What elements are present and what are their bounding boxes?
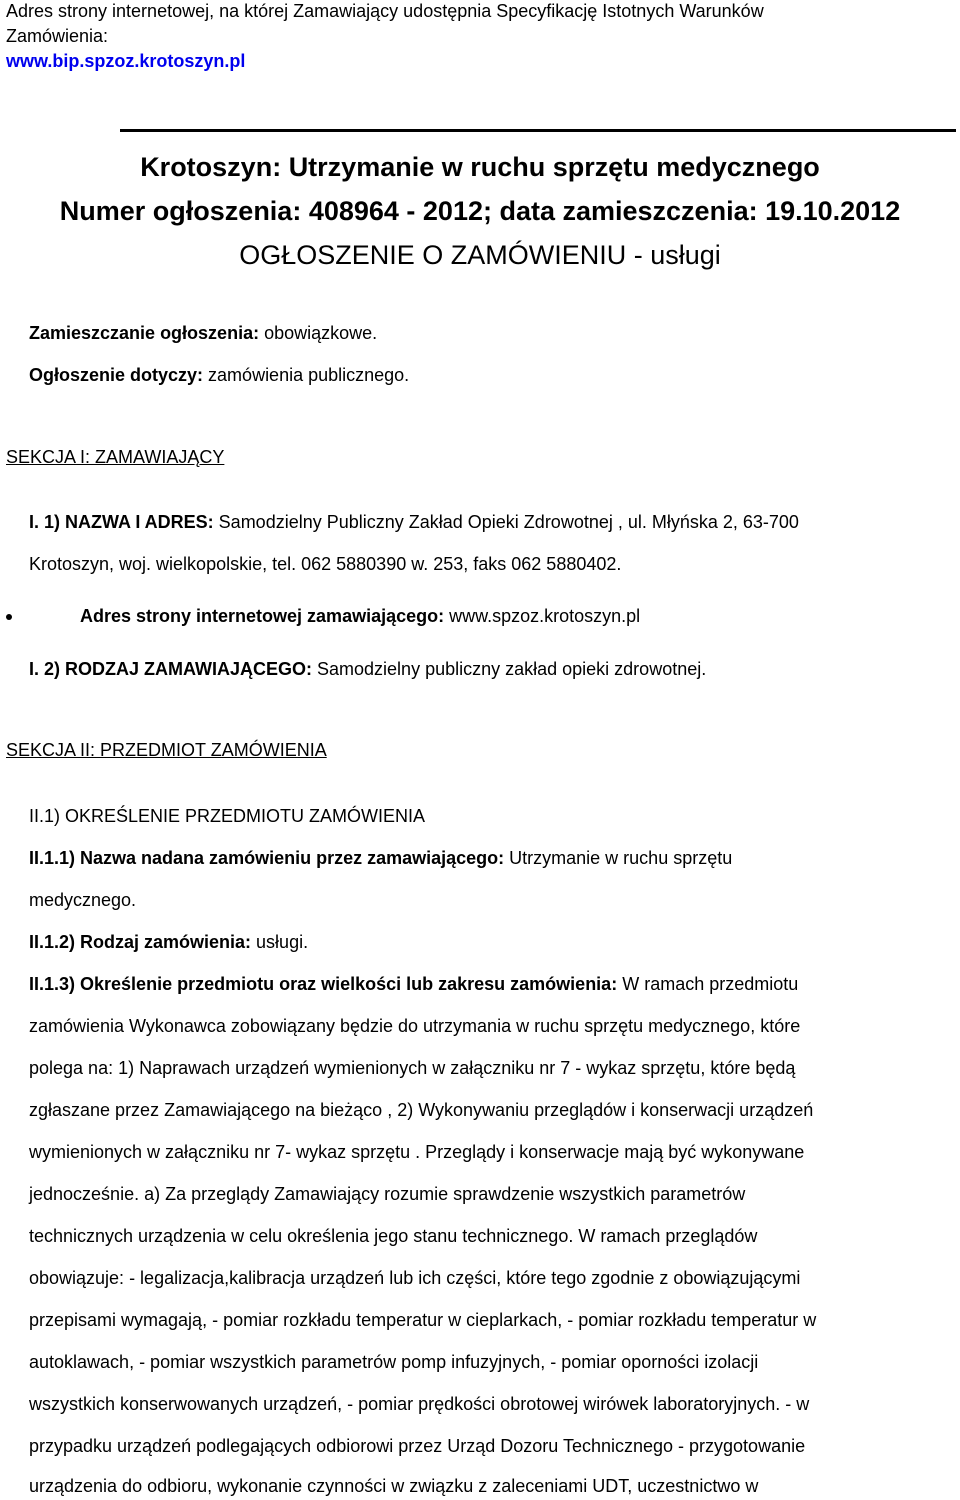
header-rule [120, 129, 956, 132]
scope-text-line: urządzenia do odbioru, wykonanie czynności w związku z zaleceniami UDT, uczestnictwo w [29, 1476, 759, 1496]
scope-text-line: wszystkich konserwowanych urządzeń, - pomiar prędkości obrotowej wirówek laboratoryjnych. - w [29, 1394, 810, 1414]
placement-value: obowiązkowe. [259, 323, 378, 343]
name-address-value: Samodzielny Publiczny Zakład Opieki Zdrowotnej , ul. Młyńska 2, 63-700 [213, 512, 799, 532]
concerns-value: zamówienia publicznego. [203, 365, 410, 385]
order-scope-line [29, 974, 798, 995]
website-line [80, 606, 640, 627]
scope-text-line: zamówienia Wykonawca zobowiązany będzie do utrzymania w ruchu sprzętu medycznego, które [29, 1016, 801, 1036]
section1-heading: SEKCJA I: ZAMAWIAJĄCY [6, 447, 225, 467]
notice-title: Krotoszyn: Utrzymanie w ruchu sprzętu medycznego [140, 152, 820, 182]
scope-text-line: wymienionych w załączniku nr 7- wykaz sprzętu . Przeglądy i konserwacje mają być wykonywane [29, 1142, 805, 1162]
website-label: Adres strony internetowej zamawiającego: [80, 606, 445, 626]
name-address-label: I. 1) NAZWA I ADRES: [29, 512, 214, 532]
order-name-line [29, 848, 732, 869]
order-kind-label: II.1.2) Rodzaj zamówienia: [29, 932, 252, 952]
concerns-label: Ogłoszenie dotyczy: [29, 365, 204, 385]
order-name-line2: medycznego. [29, 890, 137, 910]
scope-text-line: obowiązuje: - legalizacja,kalibracja urządzeń lub ich części, które tego zgodnie z obowiązującymi [29, 1268, 801, 1288]
order-kind-line [29, 932, 308, 953]
website-value[interactable]: www.spzoz.krotoszyn.pl [444, 606, 641, 626]
scope-text-line: autoklawach, - pomiar wszystkich parametrów pomp infuzyjnych, - pomiar oporności izolacji [29, 1352, 759, 1372]
notice-type: OGŁOSZENIE O ZAMÓWIENIU - usługi [239, 240, 721, 270]
scope-text-line: polega na: 1) Naprawach urządzeń wymienionych w załączniku nr 7 - wykaz sprzętu, które będą [29, 1058, 796, 1078]
scope-text-line: technicznych urządzenia w celu określenia jego stanu technicznego. W ramach przeglądów [29, 1226, 758, 1246]
bullet-icon [6, 614, 12, 620]
section2-heading: SEKCJA II: PRZEDMIOT ZAMÓWIENIA [6, 740, 327, 760]
scope-text-line: jednocześnie. a) Za przeglądy Zamawiający rozumie sprawdzenie wszystkich parametrów [29, 1184, 746, 1204]
contracting-type-label: I. 2) RODZAJ ZAMAWIAJĄCEGO: [29, 659, 313, 679]
scope-text-line: przypadku urządzeń podlegających odbiorowi przez Urząd Dozoru Technicznego - przygotowanie [29, 1436, 806, 1456]
contracting-type-line [29, 659, 706, 680]
order-name-label: II.1.1) Nazwa nadana zamówieniu przez zamawiającego: [29, 848, 505, 868]
contracting-type-value: Samodzielny publiczny zakład opieki zdrowotnej. [312, 659, 707, 679]
name-address-line2: Krotoszyn, woj. wielkopolskie, tel. 062 5880390 w. 253, faks 062 5880402. [29, 554, 622, 574]
name-address-line [29, 512, 799, 533]
order-scope-value: W ramach przedmiotu [617, 974, 799, 994]
subject-heading: II.1) OKREŚLENIE PRZEDMIOTU ZAMÓWIENIA [29, 806, 426, 826]
order-scope-label: II.1.3) Określenie przedmiotu oraz wielkości lub zakresu zamówienia: [29, 974, 618, 994]
placement-line [29, 323, 377, 344]
placement-label: Zamieszczanie ogłoszenia: [29, 323, 260, 343]
siwz-link[interactable]: www.bip.spzoz.krotoszyn.pl [6, 51, 246, 71]
order-kind-value: usługi. [251, 932, 309, 952]
notice-number: Numer ogłoszenia: 408964 - 2012; data zamieszczenia: 19.10.2012 [59, 196, 901, 226]
order-name-value: Utrzymanie w ruchu sprzętu [504, 848, 733, 868]
scope-text-line: zgłaszane przez Zamawiającego na bieżąco , 2) Wykonywaniu przeglądów i konserwacji urządzeń [29, 1100, 814, 1120]
intro-text-line2: Zamówienia: [6, 26, 109, 46]
concerns-line [29, 365, 409, 386]
scope-text-line: przepisami wymagają, - pomiar rozkładu temperatur w cieplarkach, - pomiar rozkładu temperatur w [29, 1310, 817, 1330]
intro-text-line1: Adres strony internetowej, na której Zamawiający udostępnia Specyfikację Istotnych Warunków [6, 1, 764, 21]
